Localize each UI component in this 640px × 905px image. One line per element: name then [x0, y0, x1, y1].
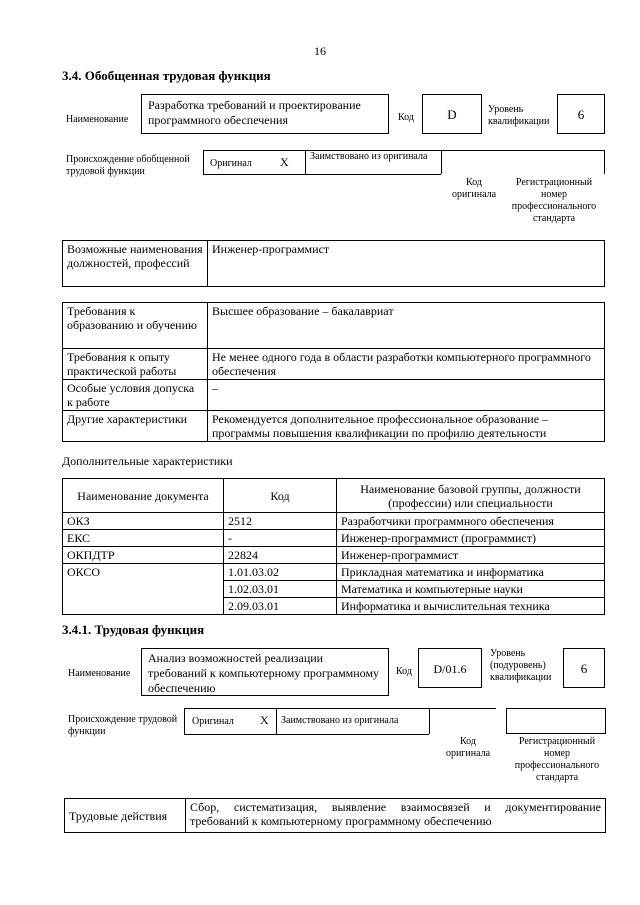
level-value: 6 — [557, 94, 605, 134]
col-code-header: Код — [224, 479, 337, 513]
row-doc: ОКЗ — [63, 513, 224, 530]
req-value: – — [208, 380, 605, 411]
req-label: Требования к образованию и обучению — [63, 303, 208, 349]
row-doc: ОКСО — [63, 564, 224, 615]
name-label: Наименование — [66, 114, 129, 125]
row-name: Инженер-программист (программист) — [337, 530, 605, 547]
level-label: Уровень квалификации — [488, 104, 550, 127]
actions-value: Сбор, систематизация, выявление взаимосвязей и документирование требований к компьютерному программному обеспечению — [186, 799, 606, 833]
function-name-value: Анализ возможностей реализации требований к компьютерному программному обеспечению — [148, 651, 380, 695]
req-label: Другие характеристики — [63, 411, 208, 442]
code-original-label: Код оригинала — [445, 736, 491, 759]
reg-number-box — [506, 708, 606, 734]
row-code: 22824 — [224, 547, 337, 564]
level-value: 6 — [563, 648, 605, 688]
row-doc: ЕКС — [63, 530, 224, 547]
req-value: Не менее одного года в области разработки компьютерного программного обеспечения — [208, 349, 605, 380]
code-value: D/01.6 — [418, 648, 482, 688]
req-value: Высшее образование – бакалавриат — [208, 303, 605, 349]
row-doc: ОКПДТР — [63, 547, 224, 564]
positions-label: Возможные наименования должностей, профессий — [63, 241, 208, 287]
row-code: 2512 — [224, 513, 337, 530]
borrowed-label: Заимствовано из оригинала — [281, 715, 399, 726]
row-name: Инженер-программист — [337, 547, 605, 564]
additional-heading: Дополнительные характеристики — [62, 454, 233, 468]
code-original-label: Код оригинала — [451, 177, 497, 200]
actions-label: Трудовые действия — [65, 799, 186, 833]
code-label: Код — [396, 666, 412, 677]
positions-table — [62, 240, 605, 287]
borrowed-label: Заимствовано из оригинала — [310, 151, 428, 162]
function-name-value: Разработка требований и проектирование программного обеспечения — [148, 98, 361, 127]
row-name: Информатика и вычислительная техника — [337, 598, 605, 615]
positions-value: Инженер-программист — [208, 241, 605, 287]
original-mark: X — [280, 155, 289, 169]
section-3-4-1-heading: 3.4.1. Трудовая функция — [62, 622, 205, 637]
col-doc-header: Наименование документа — [63, 479, 224, 513]
req-value: Рекомендуется дополнительное профессиональное образование – программы повышения квалификации по профилю деятельности — [208, 411, 605, 442]
row-code: 2.09.03.01 — [224, 598, 337, 615]
col-name-header: Наименование базовой группы, должности (профессии) или специальности — [337, 479, 605, 513]
level-label: Уровень (подуровень) квалификации — [490, 648, 552, 683]
row-name: Математика и компьютерные науки — [337, 581, 605, 598]
row-code: 1.01.03.02 — [224, 564, 337, 581]
row-code: - — [224, 530, 337, 547]
req-label: Особые условия допуска к работе — [63, 380, 208, 411]
row-name: Прикладная математика и информатика — [337, 564, 605, 581]
table-row — [63, 564, 605, 581]
row-name: Разработчики программного обеспечения — [337, 513, 605, 530]
original-label: Оригинал — [192, 716, 234, 727]
reg-number-label: Регистрационный номер профессионального стандарта — [514, 736, 600, 783]
reg-number-label: Регистрационный номер профессионального стандарта — [511, 177, 597, 224]
origin-label: Происхождение трудовой функции — [68, 714, 178, 737]
table-row — [63, 530, 605, 547]
row-code: 1.02.03.01 — [224, 581, 337, 598]
section-3-4-heading: 3.4. Обобщенная трудовая функция — [62, 68, 271, 83]
name-label: Наименование — [68, 668, 131, 679]
req-label: Требования к опыту практической работы — [63, 349, 208, 380]
table-row — [63, 547, 605, 564]
code-value: D — [422, 94, 482, 134]
code-label: Код — [398, 112, 414, 123]
original-mark: X — [260, 713, 269, 727]
original-label: Оригинал — [210, 158, 252, 169]
origin-label: Происхождение обобщенной трудовой функции — [66, 154, 190, 177]
table-row — [63, 513, 605, 530]
actions-table — [64, 798, 606, 833]
page-number: 16 — [314, 44, 326, 58]
function-name-box — [141, 94, 389, 134]
requirements-table — [62, 302, 605, 442]
function-name-box — [141, 648, 389, 696]
additional-table — [62, 478, 605, 615]
